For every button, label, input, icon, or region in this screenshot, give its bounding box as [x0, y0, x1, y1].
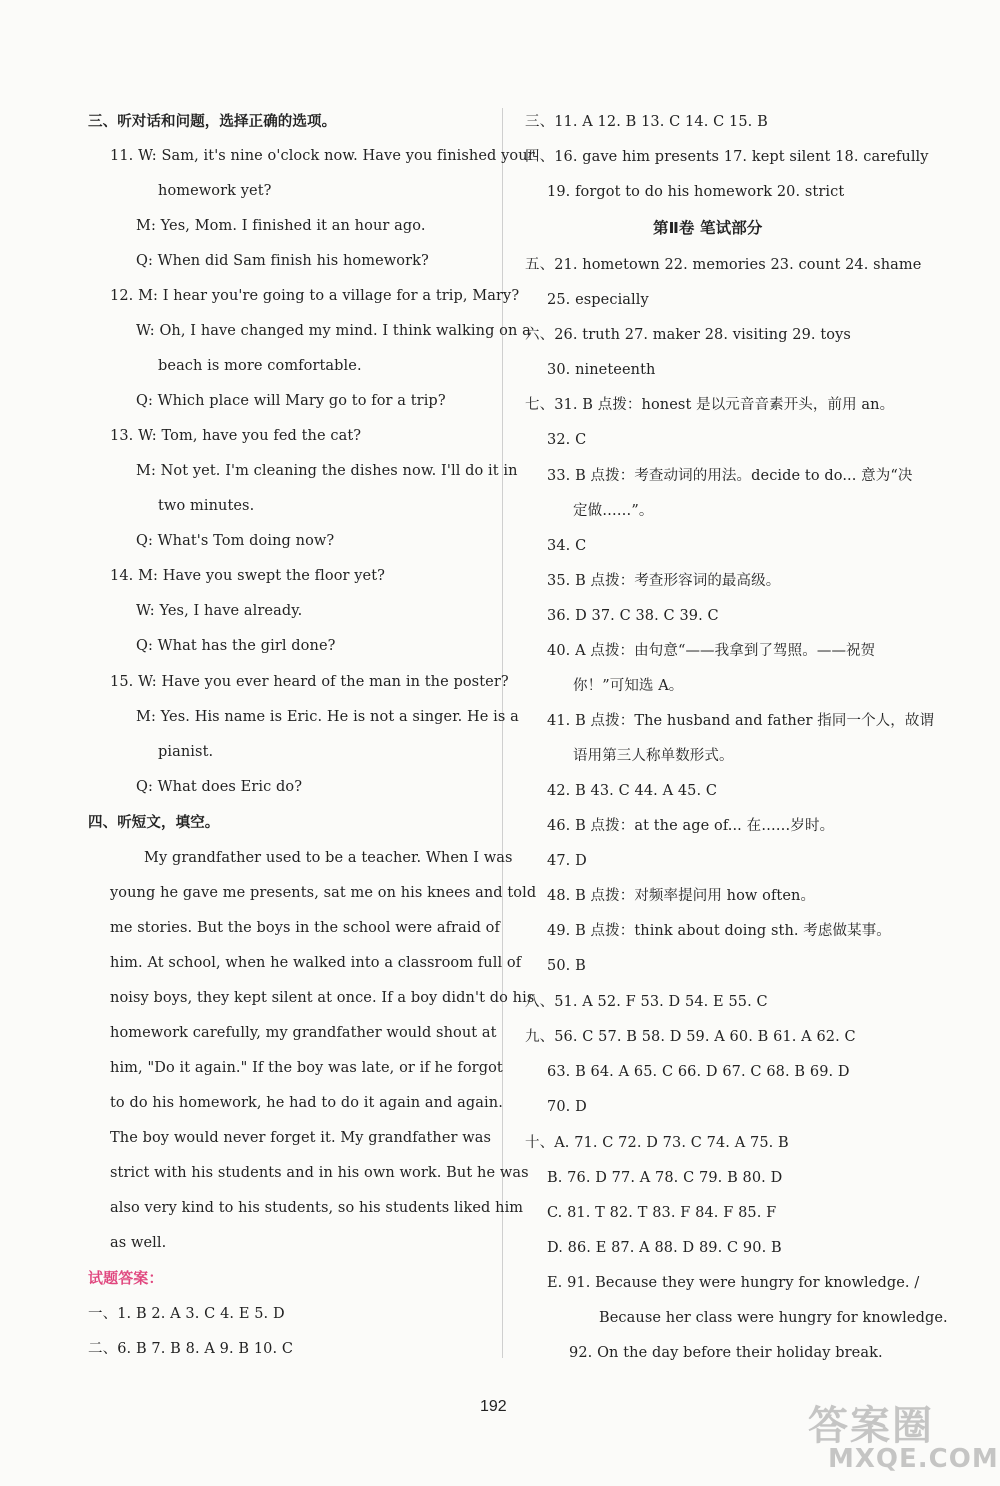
passage-line: The boy would never forget it. My grandfather was — [110, 1130, 492, 1146]
answer-line: 34. C — [547, 538, 587, 554]
dialogue-line: 11. W: Sam, it's nine o'clock now. Have you finished your — [110, 148, 535, 164]
answer-line: 48. B 点拨：对频率提问用 how often。 — [547, 888, 816, 904]
passage-line: as well. — [110, 1235, 167, 1251]
answer-line: 八、51. A 52. F 53. D 54. E 55. C — [525, 994, 768, 1010]
passage-line: homework carefully, my grandfather would shout at — [110, 1025, 497, 1041]
dialogue-line: M: Yes. His name is Eric. He is not a singer. He is a — [136, 709, 519, 725]
watermark-logo — [798, 1394, 999, 1480]
section-4-heading: 四、听短文，填空。 — [88, 815, 220, 831]
answer-line: 六、26. truth 27. maker 28. visiting 29. toys — [525, 327, 851, 343]
answer-line: 七、31. B 点拨：honest 是以元音音素开头，前用 an。 — [525, 397, 895, 413]
answer-line: 92. On the day before their holiday break. — [569, 1345, 883, 1361]
passage-line: also very kind to his students, so his students liked him — [110, 1200, 524, 1216]
answer-line: 二、6. B 7. B 8. A 9. B 10. C — [88, 1341, 294, 1357]
watermark-url: MXQE.COM — [828, 1444, 999, 1474]
dialogue-line: two minutes. — [158, 498, 255, 514]
dialogue-line: W: Oh, I have changed my mind. I think walking on a — [136, 323, 531, 339]
dialogue-line: 15. W: Have you ever heard of the man in the poster? — [110, 674, 509, 690]
dialogue-line: beach is more comfortable. — [158, 358, 362, 374]
answer-line: B. 76. D 77. A 78. C 79. B 80. D — [547, 1170, 783, 1186]
answer-line: 30. nineteenth — [547, 362, 656, 378]
passage-line: young he gave me presents, sat me on his knees and told — [110, 885, 537, 901]
dialogue-line: Q: What does Eric do? — [136, 779, 303, 795]
dialogue-line: 12. M: I hear you're going to a village for a trip, Mary? — [110, 288, 520, 304]
answer-line: 32. C — [547, 432, 587, 448]
answer-line: 一、1. B 2. A 3. C 4. E 5. D — [88, 1306, 285, 1322]
dialogue-line: Q: When did Sam finish his homework? — [136, 253, 429, 269]
passage-line: him, "Do it again." If the boy was late, or if he forgot — [110, 1060, 503, 1076]
answer-line: 十、A. 71. C 72. D 73. C 74. A 75. B — [525, 1135, 789, 1151]
answer-line: 46. B 点拨：at the age of... 在……岁时。 — [547, 818, 835, 834]
answer-line: Because her class were hungry for knowledge. — [599, 1310, 948, 1326]
dialogue-line: 14. M: Have you swept the floor yet? — [110, 568, 386, 584]
answer-line: 定做……”。 — [573, 503, 654, 519]
answer-line: 三、11. A 12. B 13. C 14. C 15. B — [525, 114, 768, 130]
answer-line: 47. D — [547, 853, 587, 869]
dialogue-line: 13. W: Tom, have you fed the cat? — [110, 428, 362, 444]
dialogue-line: M: Not yet. I'm cleaning the dishes now. I'll do it in — [136, 463, 518, 479]
answer-line: 33. B 点拨：考查动词的用法。decide to do... 意为“决 — [547, 468, 913, 484]
answer-line: 25. especially — [547, 292, 649, 308]
answer-line: 63. B 64. A 65. C 66. D 67. C 68. B 69. D — [547, 1064, 850, 1080]
dialogue-line: Q: What's Tom doing now? — [136, 533, 335, 549]
answer-line: 语用第三人称单数形式。 — [573, 748, 734, 764]
dialogue-line: Q: What has the girl done? — [136, 638, 336, 654]
answer-line: 70. D — [547, 1099, 587, 1115]
dialogue-line: homework yet? — [158, 183, 272, 199]
dialogue-line: pianist. — [158, 744, 214, 760]
answer-line: E. 91. Because they were hungry for knowledge. / — [547, 1275, 920, 1291]
answer-line: 41. B 点拨：The husband and father 指同一个人，故谓 — [547, 713, 935, 729]
passage-line: noisy boys, they kept silent at once. If a boy didn't do his — [110, 990, 535, 1006]
answer-line: 49. B 点拨：think about doing sth. 考虑做某事。 — [547, 923, 891, 939]
dialogue-line: W: Yes, I have already. — [136, 603, 303, 619]
watermark-title: 答案圈 — [808, 1403, 934, 1449]
passage-line: strict with his students and in his own work. But he was — [110, 1165, 529, 1181]
section-3-heading: 三、听对话和问题，选择正确的选项。 — [88, 114, 337, 130]
page-number: 192 — [480, 1398, 507, 1415]
answer-line: D. 86. E 87. A 88. D 89. C 90. B — [547, 1240, 782, 1256]
answer-line: 40. A 点拨：由句意“——我拿到了驾照。——祝贺 — [547, 643, 876, 659]
answer-line: 42. B 43. C 44. A 45. C — [547, 783, 718, 799]
answer-line: 四、16. gave him presents 17. kept silent 18. carefully — [525, 149, 929, 165]
passage-line: My grandfather used to be a teacher. When I was — [144, 850, 513, 866]
answer-line: 35. B 点拨：考查形容词的最高级。 — [547, 573, 781, 589]
written-part-title: 第Ⅱ卷 笔试部分 — [653, 219, 763, 237]
dialogue-line: Q: Which place will Mary go to for a trip? — [136, 393, 446, 409]
answer-line: 19. forgot to do his homework 20. strict — [547, 184, 845, 200]
answer-line: 你！”可知选 A。 — [573, 678, 684, 694]
answer-line: 36. D 37. C 38. C 39. C — [547, 608, 719, 624]
dialogue-line: M: Yes, Mom. I finished it an hour ago. — [136, 218, 426, 234]
passage-line: him. At school, when he walked into a classroom full of — [110, 955, 522, 971]
answer-line: 九、56. C 57. B 58. D 59. A 60. B 61. A 62. C — [525, 1029, 856, 1045]
answer-line: 五、21. hometown 22. memories 23. count 24. shame — [525, 257, 922, 273]
passage-line: to do his homework, he had to do it again and again. — [110, 1095, 503, 1111]
answer-line: 50. B — [547, 958, 586, 974]
answers-title: 试题答案： — [88, 1269, 164, 1287]
passage-line: me stories. But the boys in the school were afraid of — [110, 920, 500, 936]
answer-line: C. 81. T 82. T 83. F 84. F 85. F — [547, 1205, 777, 1221]
